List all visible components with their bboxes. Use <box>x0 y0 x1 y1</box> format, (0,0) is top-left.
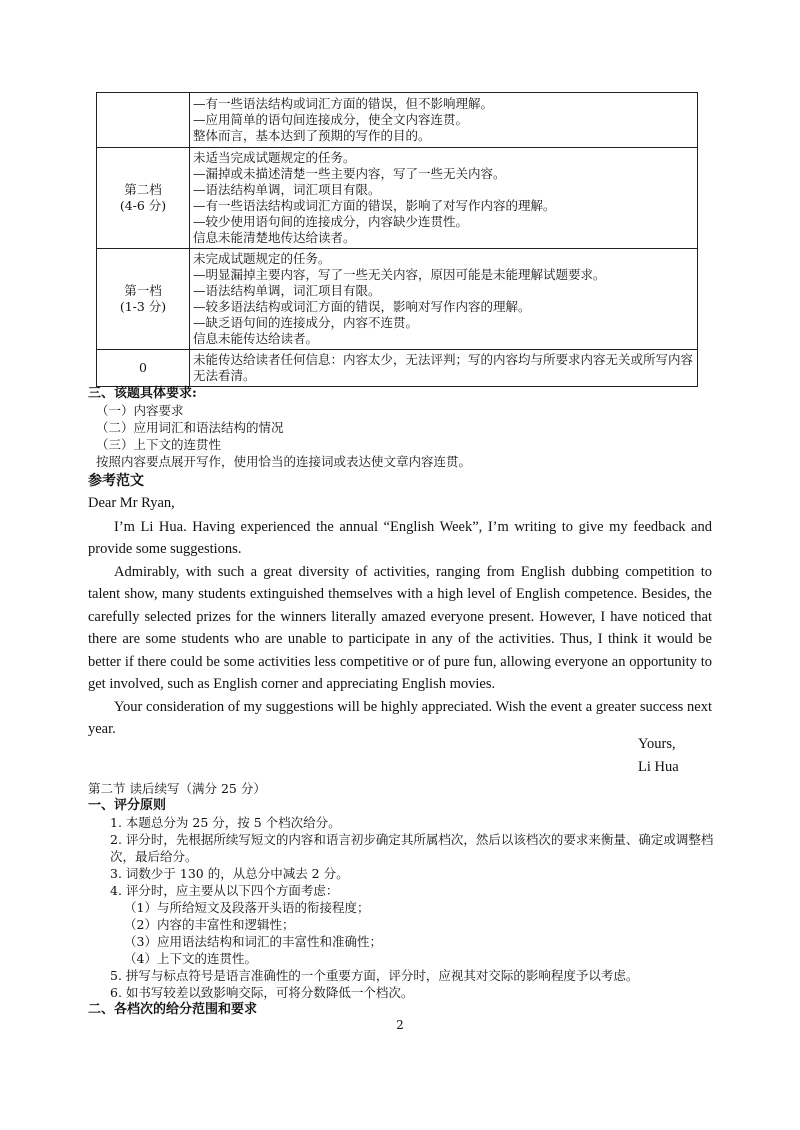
rubric-desc-cell <box>190 93 698 148</box>
rubric-line: —缺乏语句间的连接成分，内容不连贯。 <box>193 315 419 330</box>
rubric-line: —语法结构单调，词汇项目有限。 <box>193 283 381 298</box>
aspect-item: （3）应用语法结构和词汇的丰富性和准确性； <box>124 934 382 949</box>
section3-item: （二）应用词汇和语法结构的情况 <box>96 420 284 435</box>
closing-line: Yours, <box>638 736 676 752</box>
rubric-level-cell <box>97 249 190 350</box>
rubric-line: 未能传达给读者任何信息：内容太少，无法评判；写的内容均与所要求内容无关或所写内容无法看清。 <box>193 352 694 383</box>
signature: Li Hua <box>638 758 679 775</box>
rubric-desc-cell <box>190 249 698 350</box>
letter-paragraph: Admirably, with such a great diversity of activities, ranging from English dubbing competition to talent show, many students extinguished themselves with a high level of English competence. Besides, the carefully selected prizes for the winners literally amazed everyone present. However, I have noticed that there are some students who are unable to participate in any of the activities. Thus, I think it would be better if there could be some activities less competitive or of pure fun, allowing everyone an opportunity to get involved, such as English corner and appreciating English movies. <box>88 563 712 692</box>
rubric-line: —有一些语法结构或词汇方面的错误，影响了对写作内容的理解。 <box>193 198 556 213</box>
letter-paragraph: I’m Li Hua. Having experienced the annual “English Week”, I’m writing to give my feedback and provide some suggestions. <box>88 518 712 557</box>
rubric-level-cell <box>97 93 190 148</box>
section3-heading: 三、该题具体要求: <box>88 386 197 401</box>
rubric-line: —漏掉或未描述清楚一些主要内容，写了一些无关内容。 <box>193 166 506 181</box>
rubric-line: 未完成试题规定的任务。 <box>193 251 331 266</box>
rubric-line: —有一些语法结构或词汇方面的错误，但不影响理解。 <box>193 96 494 111</box>
level-range: (1-3 分) <box>119 299 167 314</box>
letter-salutation: Dear Mr Ryan, <box>88 495 175 511</box>
section3-block <box>88 385 471 470</box>
rubric-table <box>96 92 698 387</box>
sample-letter <box>88 492 712 741</box>
rubric-line: 信息未能传达给读者。 <box>193 331 319 346</box>
letter-closing <box>638 733 679 778</box>
part2-block <box>88 780 728 1018</box>
rubric-line: 未适当完成试题规定的任务。 <box>193 150 356 165</box>
rubric-desc-cell <box>190 148 698 249</box>
rubric-row-level-2 <box>97 148 698 249</box>
section3-item: （三）上下文的连贯性 <box>96 437 222 452</box>
level-range: (4-6 分) <box>119 198 167 213</box>
page-number: 2 <box>396 1018 404 1032</box>
principle-item: 1. 本题总分为 25 分，按 5 个档次给分。 <box>110 815 341 830</box>
principle-item: 3. 词数少于 130 的，从总分中减去 2 分。 <box>110 866 349 881</box>
sample-title: 参考范文 <box>88 473 144 489</box>
level-name: 0 <box>139 360 147 375</box>
rubric-level-cell <box>97 350 190 387</box>
part2-title: 第二节 读后续写（满分 25 分） <box>88 781 266 796</box>
level-name: 第二档 <box>124 182 162 197</box>
aspect-item: （1）与所给短文及段落开头语的衔接程度； <box>124 900 370 915</box>
section3-item: （一）内容要求 <box>96 403 184 418</box>
aspect-item: （4）上下文的连贯性。 <box>124 951 257 966</box>
rubric-desc-cell <box>190 350 698 387</box>
aspect-item: （2）内容的丰富性和逻辑性； <box>124 917 295 932</box>
level-name: 第一档 <box>124 283 162 298</box>
rubric-line: —较多语法结构或词汇方面的错误，影响对写作内容的理解。 <box>193 299 531 314</box>
rubric-line: 信息未能清楚地传达给读者。 <box>193 230 356 245</box>
rubric-line: —应用简单的语句间连接成分，使全文内容连贯。 <box>193 112 469 127</box>
rubric-line: —语法结构单调，词汇项目有限。 <box>193 182 381 197</box>
rubric-line: —明显漏掉主要内容，写了一些无关内容，原因可能是未能理解试题要求。 <box>193 267 606 282</box>
rubric-row-level-0 <box>97 350 698 387</box>
rubric-row-level-1 <box>97 249 698 350</box>
principle-item: 2. 评分时，先根据所续写短文的内容和语言初步确定其所属档次，然后以该档次的要求来衡量、确定或调整档次，最后给分。 <box>110 832 714 864</box>
principle-item: 6. 如书写较差以致影响交际，可将分数降低一个档次。 <box>110 985 414 1000</box>
rubric-line: —较少使用语句间的连接成分，内容缺少连贯性。 <box>193 214 469 229</box>
principles-heading: 一、评分原则 <box>88 798 167 813</box>
levels-heading: 二、各档次的给分范围和要求 <box>88 1002 258 1017</box>
principle-item: 4. 评分时，应主要从以下四个方面考虑： <box>110 883 339 898</box>
rubric-level-cell <box>97 148 190 249</box>
letter-paragraph: Your consideration of my suggestions will be highly appreciated. Wish the event a greater success next year. <box>88 698 712 737</box>
rubric-row-top <box>97 93 698 148</box>
rubric-line: 整体而言，基本达到了预期的写作的目的。 <box>193 128 431 143</box>
section3-note: 按照内容要点展开写作，使用恰当的连接词或表达使文章内容连贯。 <box>96 454 472 469</box>
principle-item: 5. 拼写与标点符号是语言准确性的一个重要方面，评分时，应视其对交际的影响程度予以考虑。 <box>110 968 639 983</box>
